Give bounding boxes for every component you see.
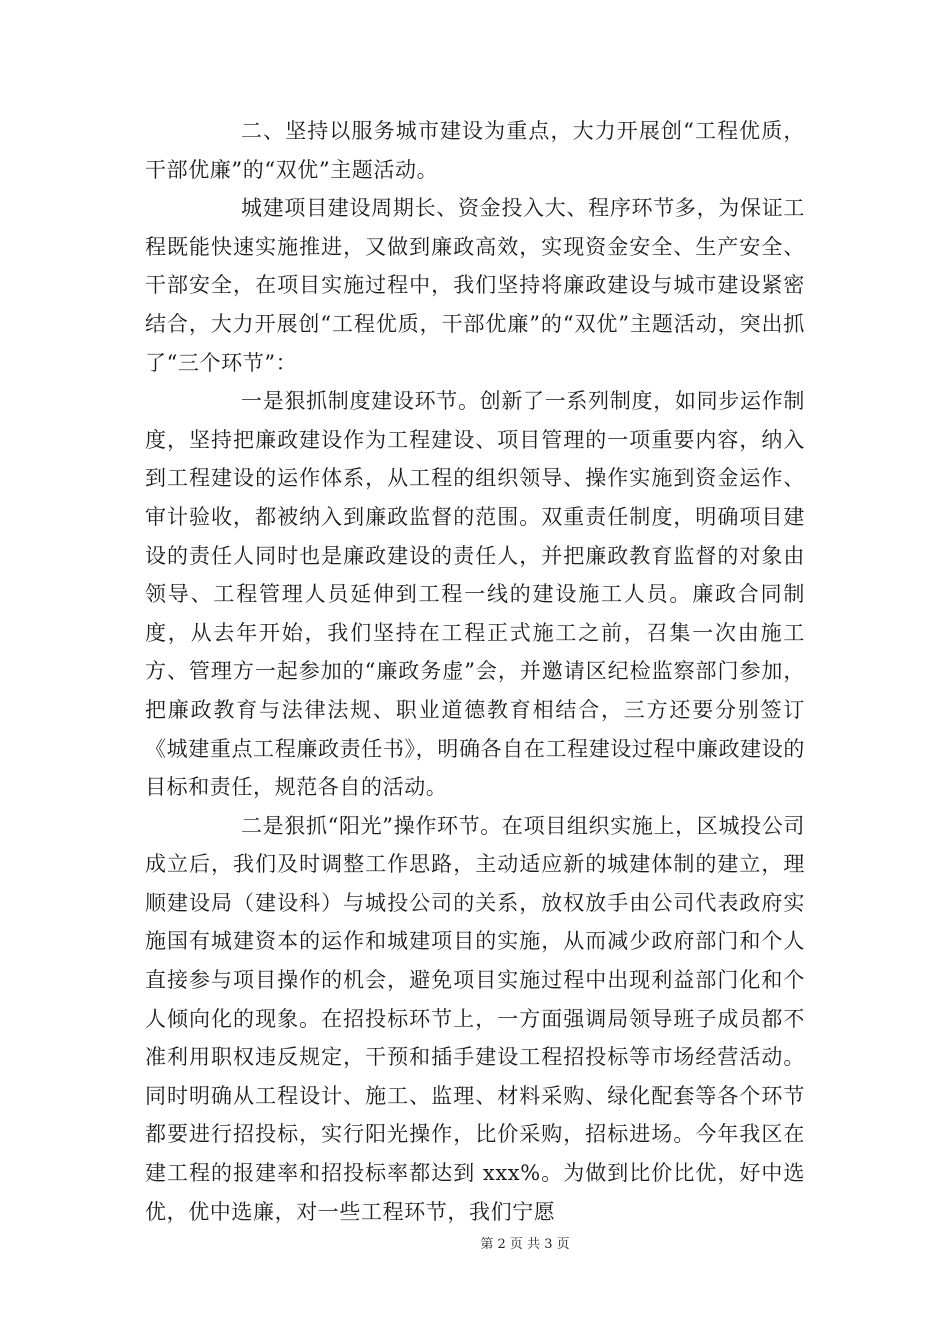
paragraph-system-building: 一是狠抓制度建设环节。创新了一系列制度，如同步运作制度，坚持把廉政建设作为工程建设、项目管理的一项重要内容，纳入到工程建设的运作体系，从工程的组织领导、操作实施到资金运作、审计验收，都被纳入到廉政监督的范围。双重责任制度，明确项目建设的责任人同时也是廉政建设的责任人，并把廉政教育监督的对象由领导、工程管理人员延伸到工程一线的建设施工人员。廉政合同制度，从去年开始，我们坚持在工程正式施工之前，召集一次由施工方、管理方一起参加的“廉政务虚”会，并邀请区纪检监察部门参加，把廉政教育与法律法规、职业道德教育相结合，三方还要分别签订《城建重点工程廉政责任书》，明确各自在工程建设过程中廉政建设的目标和责任，规范各自的活动。	[145, 389, 805, 800]
page-number: 第 2 页 共 3 页	[480, 1237, 570, 1252]
paragraph-intro: 城建项目建设周期长、资金投入大、程序环节多，为保证工程既能快速实施推进，又做到廉政高效，实现资金安全、生产安全、干部安全，在项目实施过程中，我们坚持将廉政建设与城市建设紧密结合，大力开展创“工程优质，干部优廉”的“双优”主题活动，突出抓了“三个环节”：	[145, 196, 805, 375]
paragraph-sunshine-operation: 二是狠抓“阳光”操作环节。在项目组织实施上，区城投公司成立后，我们及时调整工作思路，主动适应新的城建体制的建立，理顺建设局（建设科）与城投公司的关系，放权放手由公司代表政府实施国有城建资本的运作和城建项目的实施，从而减少政府部门和个人直接参与项目操作的机会，避免项目实施过程中出现利益部门化和个人倾向化的现象。在招投标环节上，一方面强调局领导班子成员都不准利用职权违反规定，干预和插手建设工程招投标等市场经营活动。同时明确从工程设计、施工、监理、材料采购、绿化配套等各个环节都要进行招投标，实行阳光操作，比价采购，招标进场。今年我区在建工程的报建率和招投标率都达到 xxx%。为做到比价比优，好中选优，优中选廉，对一些工程环节，我们宁愿	[145, 813, 805, 1224]
paragraph-heading-two: 二、坚持以服务城市建设为重点，大力开展创“工程优质，干部优廉”的“双优”主题活动。	[145, 119, 805, 182]
page-footer	[0, 1233, 950, 1252]
document-body	[145, 112, 805, 1231]
